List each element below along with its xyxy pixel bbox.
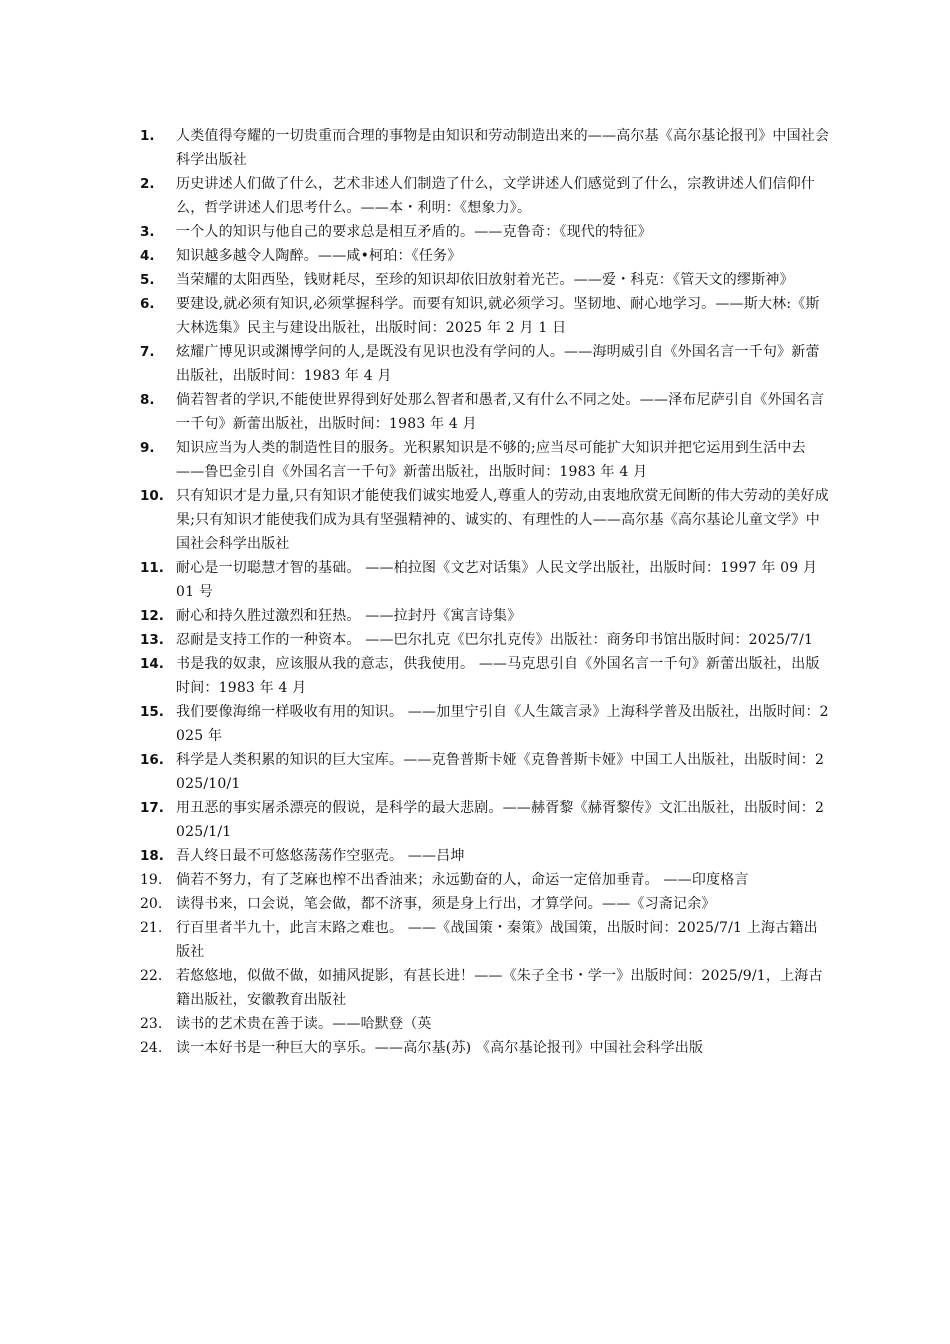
item-number: 21. <box>140 920 163 936</box>
item-number: 12. <box>140 608 164 624</box>
list-item <box>140 124 830 172</box>
list-item <box>140 748 830 796</box>
item-text: 要建设,就必须有知识,必须掌握科学。而要有知识,就必须学习。坚韧地、耐心地学习。——斯大林:《斯大林选集》民主与建设出版社，出版时间：2025 年 2 月 1 日 <box>176 296 820 336</box>
list-item <box>140 628 830 652</box>
list-item <box>140 556 830 604</box>
item-number: 1. <box>140 128 155 144</box>
list-item <box>140 916 830 964</box>
item-text: 吾人终日最不可悠悠荡荡作空驱壳。 ——吕坤 <box>176 848 465 864</box>
item-number: 23. <box>140 1016 163 1032</box>
item-number: 9. <box>140 440 155 456</box>
item-text: 知识应当为人类的制造性目的服务。光积累知识是不够的;应当尽可能扩大知识并把它运用到生活中去——鲁巴金引自《外国名言一千句》新蕾出版社，出版时间：1983 年 4 月 <box>176 440 806 480</box>
item-number: 8. <box>140 392 155 408</box>
item-number: 2. <box>140 176 155 192</box>
item-text: 读得书来，口会说，笔会做，都不济事，须是身上行出，才算学问。——《习斋记余》 <box>176 896 716 912</box>
item-text: 知识越多越令人陶醉。——咸•柯珀：《任务》 <box>176 248 462 264</box>
item-text: 读书的艺术贵在善于读。——哈默登（英 <box>176 1016 432 1032</box>
item-number: 16. <box>140 752 164 768</box>
item-number: 18. <box>140 848 164 864</box>
item-text: 我们要像海绵一样吸收有用的知识。 ——加里宁引自《人生箴言录》上海科学普及出版社，出版时间：2025 年 <box>176 704 829 744</box>
item-text: 用丑恶的事实屠杀漂亮的假说，是科学的最大悲剧。——赫胥黎《赫胥黎传》文汇出版社，出版时间：2025/1/1 <box>176 800 825 840</box>
item-text: 倘若不努力，有了芝麻也榨不出香油来；永远勤奋的人，命运一定倍加垂青。 ——印度格言 <box>176 872 749 888</box>
item-text: 一个人的知识与他自己的要求总是相互矛盾的。——克鲁奇：《现代的特征》 <box>176 224 652 240</box>
list-item <box>140 844 830 868</box>
item-number: 5. <box>140 272 155 288</box>
item-number: 15. <box>140 704 164 720</box>
item-text: 若悠悠地，似做不做，如捕风捉影，有甚长进！——《朱子全书・学一》出版时间：2025/9/1，上海古籍出版社，安徽教育出版社 <box>176 968 823 1008</box>
list-item <box>140 1012 830 1036</box>
item-number: 11. <box>140 560 164 576</box>
list-item <box>140 652 830 700</box>
list-item <box>140 268 830 292</box>
item-number: 24. <box>140 1040 163 1056</box>
item-text: 读一本好书是一种巨大的享乐。——高尔基(苏) 《高尔基论报刊》中国社会科学出版 <box>176 1040 704 1056</box>
item-text: 只有知识才是力量,只有知识才能使我们诚实地爱人,尊重人的劳动,由衷地欣赏无间断的伟大劳动的美好成果;只有知识才能使我们成为具有坚强精神的、诚实的、有理性的人——高尔基《高尔基论儿童文学》中国社会科学出版社 <box>176 488 829 552</box>
item-text: 当荣耀的太阳西坠，钱财耗尽，至珍的知识却依旧放射着光芒。——爱・科克：《管天文的缪斯神》 <box>176 272 794 288</box>
item-number: 22. <box>140 968 163 984</box>
quote-list <box>140 124 830 1060</box>
item-number: 20. <box>140 896 163 912</box>
list-item <box>140 244 830 268</box>
list-item <box>140 484 830 556</box>
list-item <box>140 340 830 388</box>
list-item <box>140 436 830 484</box>
list-item <box>140 604 830 628</box>
item-number: 19. <box>140 872 163 888</box>
list-item <box>140 796 830 844</box>
item-text: 炫耀广博见识或渊博学问的人,是既没有见识也没有学问的人。——海明威引自《外国名言一千句》新蕾出版社，出版时间：1983 年 4 月 <box>176 344 820 384</box>
item-text: 科学是人类积累的知识的巨大宝库。——克鲁普斯卡娅《克鲁普斯卡娅》中国工人出版社，出版时间：2025/10/1 <box>176 752 825 792</box>
item-text: 倘若智者的学识,不能使世界得到好处那么智者和愚者,又有什么不同之处。——泽布尼萨引自《外国名言一千句》新蕾出版社，出版时间：1983 年 4 月 <box>176 392 825 432</box>
item-number: 17. <box>140 800 164 816</box>
item-number: 13. <box>140 632 164 648</box>
list-item <box>140 868 830 892</box>
list-item <box>140 292 830 340</box>
list-item <box>140 220 830 244</box>
item-text: 耐心和持久胜过激烈和狂热。 ——拉封丹《寓言诗集》 <box>176 608 522 624</box>
list-item <box>140 1036 830 1060</box>
item-number: 14. <box>140 656 164 672</box>
item-text: 忍耐是支持工作的一种资本。 ——巴尔扎克《巴尔扎克传》出版社：商务印书馆出版时间：2025/7/1 <box>176 632 814 648</box>
item-text: 耐心是一切聪慧才智的基础。 ——柏拉图《文艺对话集》人民文学出版社，出版时间：1997 年 09 月 01 号 <box>176 560 818 600</box>
list-item <box>140 964 830 1012</box>
item-text: 历史讲述人们做了什么，艺术非述人们制造了什么，文学讲述人们感觉到了什么，宗教讲述人们信仰什么，哲学讲述人们思考什么。——本・利明：《想象力》。 <box>176 176 815 216</box>
item-text: 人类值得夸耀的一切贵重而合理的事物是由知识和劳动制造出来的——高尔基《高尔基论报刊》中国社会科学出版社 <box>176 128 830 168</box>
list-item <box>140 700 830 748</box>
item-number: 3. <box>140 224 155 240</box>
item-number: 7. <box>140 344 155 360</box>
item-number: 10. <box>140 488 164 504</box>
item-text: 行百里者半九十，此言末路之难也。 ——《战国策・秦策》战国策，出版时间：2025/7/1 上海古籍出版社 <box>176 920 818 960</box>
item-text: 书是我的奴隶，应该服从我的意志，供我使用。 ——马克思引自《外国名言一千句》新蕾出版社，出版时间：1983 年 4 月 <box>176 656 820 696</box>
list-item <box>140 172 830 220</box>
list-item <box>140 388 830 436</box>
item-number: 4. <box>140 248 155 264</box>
item-number: 6. <box>140 296 155 312</box>
list-item <box>140 892 830 916</box>
